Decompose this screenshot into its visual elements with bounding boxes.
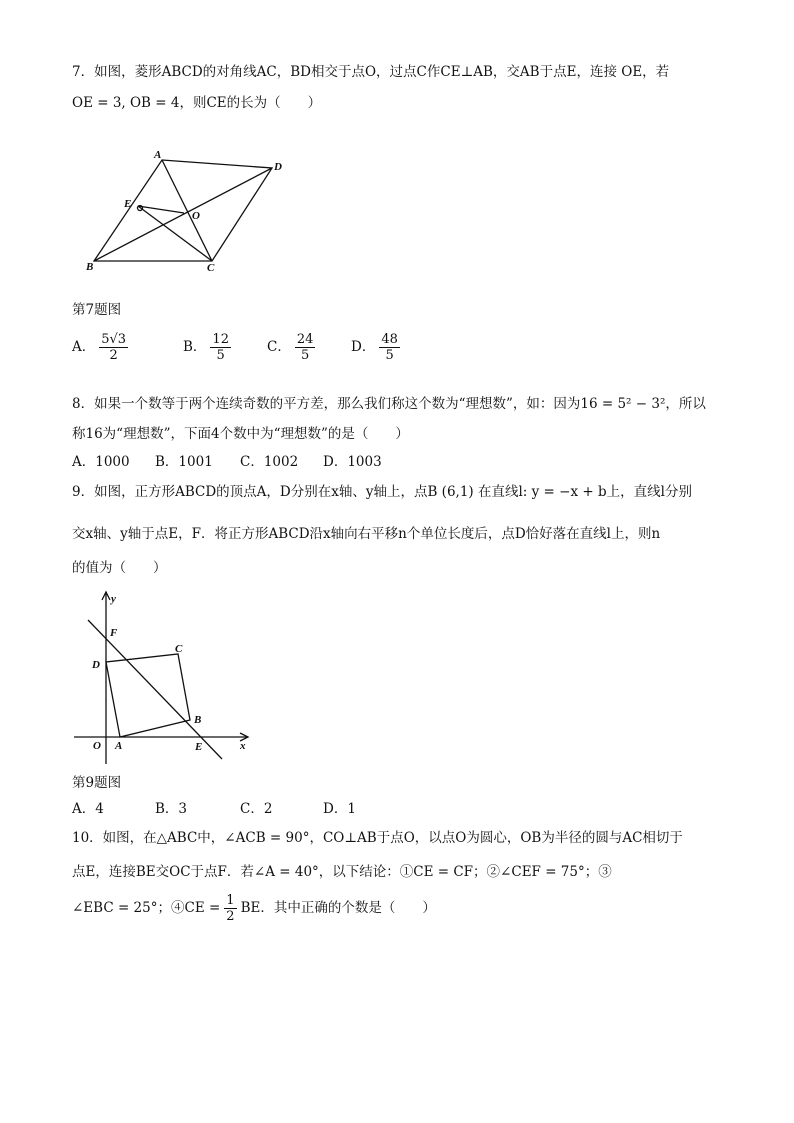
q7-text-line2: OE = 3, OB = 4，则CE的长为（ ）: [72, 95, 322, 111]
q9-text-line3: 的值为（ ）: [72, 560, 167, 576]
q9-option-d[interactable]: D．1: [323, 801, 356, 817]
label-c: C: [207, 262, 215, 274]
label-e: E: [195, 741, 203, 753]
option-key: C．: [267, 339, 291, 355]
q7-text-line1: 7．如图，菱形ABCD的对角线AC，BD相交于点O，过点C作CE⊥AB，交AB于点E，连接 OE，若: [72, 64, 670, 80]
q10-text-line3: [72, 893, 436, 924]
q7-caption: 第7题图: [72, 302, 122, 318]
line-l: [88, 620, 222, 759]
frac-num: 5√3: [101, 332, 127, 347]
diagonal-bd: [94, 168, 272, 261]
q10-text-line2: 点E，连接BE交OC于点F．若∠A = 40°，以下结论：①CE = CF；②∠CEF = 75°；③: [72, 864, 612, 880]
q7-option-a[interactable]: [72, 332, 132, 363]
label-f: F: [110, 627, 118, 639]
frac-num: 24: [296, 332, 314, 347]
frac-den: 2: [109, 348, 118, 363]
label-y: y: [111, 593, 116, 605]
q7-option-c[interactable]: [267, 332, 319, 363]
label-e: E: [124, 198, 132, 210]
q9-square-figure: [70, 586, 260, 766]
q10-line3-start: ∠EBC = 25°；④CE =: [72, 900, 221, 916]
option-key: D．: [351, 339, 376, 355]
q8-option-d[interactable]: D．1003: [323, 454, 382, 470]
frac-den: 5: [216, 348, 225, 363]
label-d: D: [274, 161, 282, 173]
rhombus-outline: [94, 160, 272, 261]
q10-fraction: [224, 893, 236, 924]
label-d: D: [92, 659, 100, 671]
label-a: A: [115, 740, 123, 752]
frac-num: 12: [212, 332, 229, 347]
square-abcd: [106, 654, 190, 737]
q9-option-c[interactable]: C．2: [240, 801, 273, 817]
q9-option-b[interactable]: B．3: [155, 801, 188, 817]
q10-line3-end: BE．其中正确的个数是（ ）: [240, 900, 436, 916]
label-b: B: [194, 714, 202, 726]
label-o: O: [192, 210, 200, 222]
q7-rhombus-figure: [80, 148, 300, 278]
frac-den: 2: [226, 909, 235, 924]
label-x: x: [240, 740, 246, 752]
q8-option-b[interactable]: B．1001: [155, 454, 213, 470]
q8-option-a[interactable]: A．1000: [72, 454, 130, 470]
q8-option-c[interactable]: C．1002: [240, 454, 299, 470]
q9-text-line2: 交x轴、y轴于点E，F．将正方形ABCD沿x轴向右平移n个单位长度后，点D恰好落在直线l上，则n: [72, 526, 661, 542]
q7-option-b[interactable]: [183, 332, 235, 363]
frac-num: 1: [226, 893, 235, 908]
segment-ce: [138, 206, 212, 261]
frac-num: 48: [381, 332, 398, 347]
q9-caption: 第9题图: [72, 775, 122, 791]
q8-text-line2: 称16为“理想数”，下面4个数中为“理想数”的是（ ）: [72, 426, 409, 442]
q7-option-d[interactable]: [351, 332, 404, 363]
segment-oe: [138, 206, 184, 213]
frac-den: 5: [385, 348, 394, 363]
label-c: C: [175, 643, 183, 655]
q10-text-line1: 10．如图，在△ABC中，∠ACB = 90°，CO⊥AB于点O，以点O为圆心，OB为半径的圆与AC相切于: [72, 830, 683, 846]
label-b: B: [86, 261, 94, 273]
q8-text-line1: 8．如果一个数等于两个连续奇数的平方差，那么我们称这个数为“理想数”，如：因为16 = 5² − 3²，所以: [72, 396, 706, 412]
label-a: A: [154, 149, 162, 161]
label-o: O: [93, 740, 101, 752]
q9-option-a[interactable]: A．4: [72, 801, 104, 817]
frac-den: 5: [300, 348, 310, 363]
option-key: A．: [72, 339, 96, 355]
q9-text-line1: 9．如图，正方形ABCD的顶点A，D分别在x轴、y轴上，点B (6,1) 在直线l: y = −x + b上，直线l分别: [72, 484, 692, 500]
option-key: B．: [183, 339, 207, 355]
